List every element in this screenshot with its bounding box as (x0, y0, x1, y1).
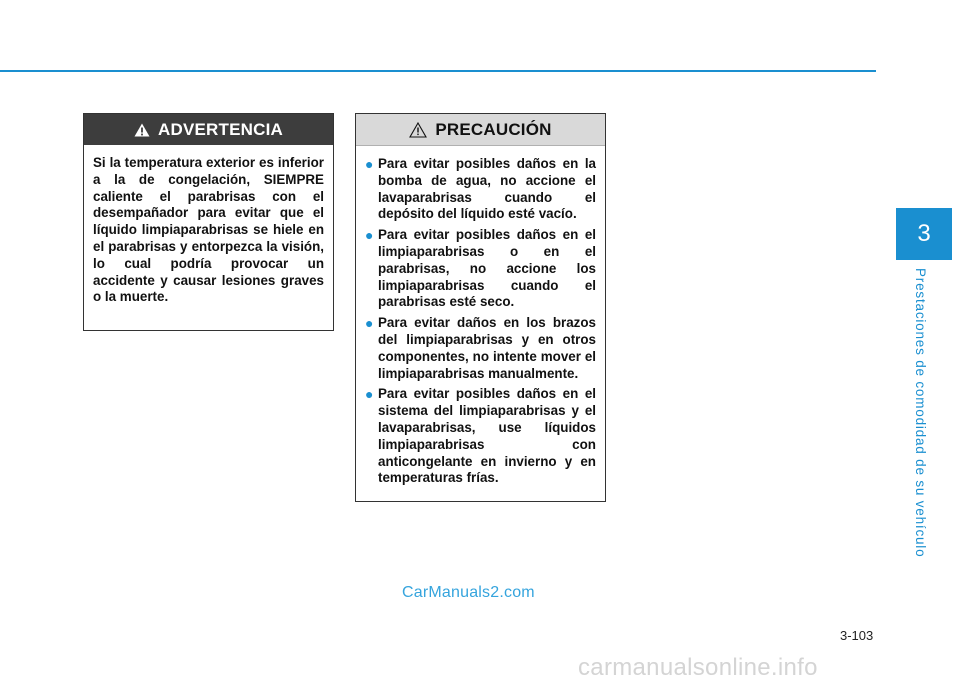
caution-item (365, 315, 596, 382)
bullet-icon: ● (365, 315, 374, 332)
caution-triangle-icon (409, 122, 427, 138)
bullet-icon: ● (365, 156, 374, 172)
caution-list (365, 156, 596, 487)
caution-item-text: Para evitar posibles daños en el sistema del limpiaparabrisas y el lavaparabrisas, use líquidos limpiaparabrisas con anticongelante en invierno y en temperaturas frías. (378, 386, 596, 486)
carmanuals-watermark-link[interactable]: CarManuals2.com (402, 584, 535, 601)
chapter-title: Prestaciones de comodidad de su vehículo (913, 268, 928, 558)
warning-header (84, 114, 333, 145)
caution-header (356, 114, 605, 146)
caution-title: PRECAUCIÓN (435, 119, 552, 139)
chapter-number-tab: 3 (896, 208, 952, 260)
caution-body (356, 146, 605, 487)
caution-item-text: Para evitar daños en los brazos del limpiaparabrisas y en otros componentes, no intente mover el limpiaparabrisas manualmente. (378, 315, 596, 381)
caution-item (365, 156, 596, 223)
warning-title: ADVERTENCIA (158, 119, 283, 139)
footer-watermark: carmanualsonline.info (578, 654, 818, 681)
caution-item-text: Para evitar posibles daños en la bomba de agua, no accione el lavaparabrisas cuando el depósito del líquido esté vacío. (378, 156, 596, 222)
bullet-icon: ● (365, 227, 374, 244)
caution-box (355, 113, 606, 502)
bullet-icon: ● (365, 386, 374, 403)
caution-item-text: Para evitar posibles daños en el limpiaparabrisas o en el parabrisas, no accione los limpiaparabrisas cuando el parabrisas esté seco. (378, 227, 596, 310)
warning-box (83, 113, 334, 331)
warning-triangle-icon (134, 123, 150, 137)
warning-text: Si la temperatura exterior es inferior a la de congelación, SIEMPRE caliente el parabrisas con el desempañador para evitar que el líquido limpiaparabrisas se hiele en el parabrisas y entorpezca la visión, lo cual podría provocar un accidente y causar lesiones graves o la muerte. (93, 155, 324, 305)
top-rule (0, 70, 876, 72)
caution-item (365, 227, 596, 311)
page-number: 3-103 (840, 628, 874, 643)
caution-item (365, 386, 596, 487)
